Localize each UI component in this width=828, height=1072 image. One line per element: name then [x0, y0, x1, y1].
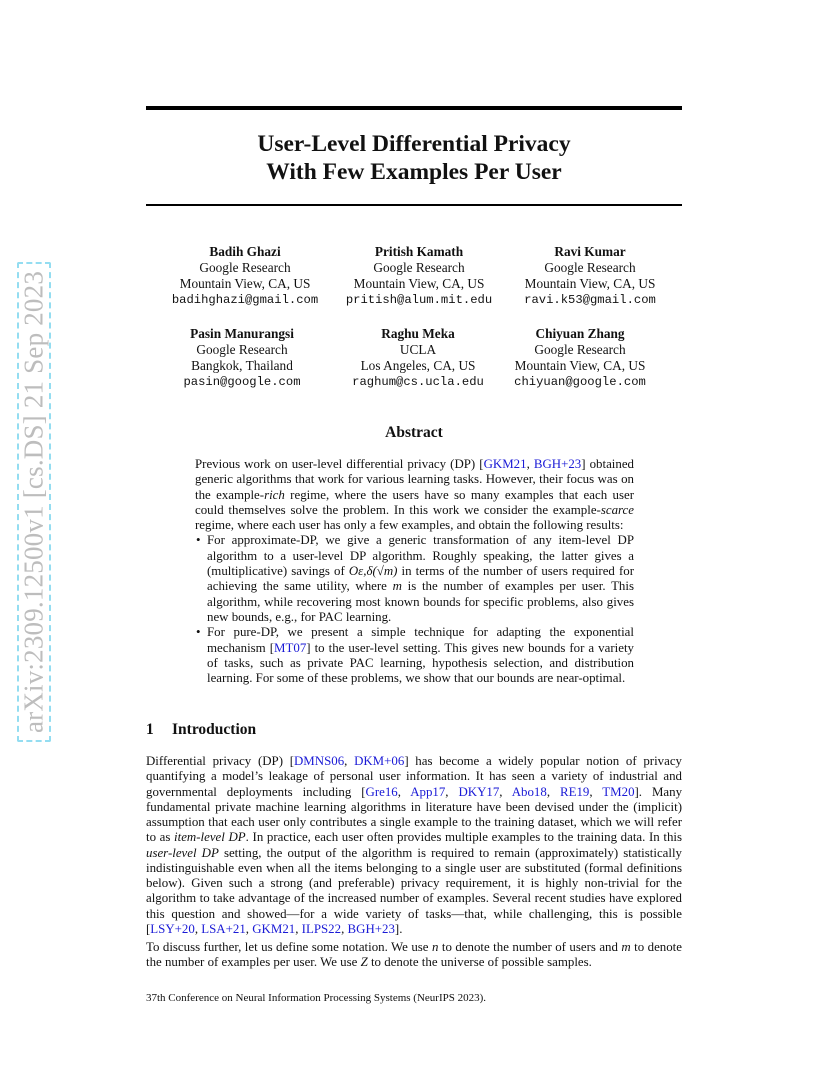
- citation-link[interactable]: DKY17: [458, 784, 500, 799]
- citation-link[interactable]: RE19: [559, 784, 590, 799]
- author-location: Mountain View, CA, US: [514, 358, 646, 373]
- abstract-paragraph: [195, 457, 634, 533]
- list-item: [207, 625, 634, 686]
- author-name: Ravi Kumar: [554, 244, 626, 259]
- emphasis: user-level DP: [146, 845, 219, 860]
- author-location: Mountain View, CA, US: [524, 276, 656, 291]
- text: to denote the number of users and: [438, 940, 622, 954]
- citation-link[interactable]: LSA+21: [201, 921, 246, 936]
- author-name: Pritish Kamath: [374, 244, 464, 259]
- author-affiliation: Google Research: [544, 260, 636, 275]
- author-email[interactable]: raghum@cs.ucla.edu: [352, 375, 484, 389]
- text: is the number of examples per user. This algorithm, while recovering most known bounds for specific problems, also gives new bounds, e.g., for PAC learning.: [207, 579, 634, 624]
- author-email[interactable]: badihghazi@gmail.com: [171, 293, 319, 307]
- citation-link[interactable]: MT07: [274, 640, 307, 655]
- results-list: [195, 533, 634, 686]
- citation-link[interactable]: GKM21: [252, 921, 296, 936]
- arxiv-side-label[interactable]: [17, 262, 51, 742]
- text: regime, where the users have so many examples that each user could themselves solve the problem. In this work we consider the example-: [195, 487, 634, 517]
- citation-link[interactable]: DKM+06: [354, 754, 405, 768]
- math-symbol: Z: [360, 955, 368, 970]
- citation-link[interactable]: Abo18: [511, 784, 547, 799]
- text: ,: [397, 784, 411, 799]
- text: To discuss further, let us define some notation. We use: [146, 940, 432, 954]
- title-line-2: With Few Examples Per User: [266, 159, 562, 185]
- author-location: Bangkok, Thailand: [191, 358, 293, 373]
- author-block: [145, 244, 345, 308]
- list-item: [207, 533, 634, 625]
- intro-paragraph-1: [146, 754, 682, 937]
- text: Previous work on user-level differential privacy (DP) [: [195, 457, 484, 471]
- text: ]. Many fundamental private machine learning algorithms in literature have been devised under the (implicit) assumption that each user only contributes a single example to the training dataset, which we will refer to as: [146, 784, 683, 845]
- text: regime, where each user has only a few examples, and obtain the following results:: [195, 518, 624, 533]
- author-name: Chiyuan Zhang: [535, 326, 625, 341]
- emphasis: item-level DP: [174, 830, 246, 845]
- author-location: Los Angeles, CA, US: [360, 358, 476, 373]
- text: For approximate-DP, we give a generic transformation of any item-level DP algorithm to a user-level DP algorithm. Roughly speaking, the latter gives a (multiplicative) savings of: [207, 533, 634, 579]
- author-affiliation: Google Research: [199, 260, 291, 275]
- text: setting, the output of the algorithm is required to remain (approximately) statistically indistinguishable even when all the items belonging to a single user are substituted (formal definitions below). Given such a strong (and preferable) privacy requirement, it is highly non-trivial for the algorithm to take advantage of the increased number of examples. Several recent studies have explored this question and showed—for a wide variety of tasks—that, while challenging, this is possible [: [146, 845, 682, 936]
- author-name: Pasin Manurangsi: [190, 326, 294, 341]
- text: For pure-DP, we present a simple technique for adapting the exponential mechanism [: [207, 625, 634, 655]
- author-name: Badih Ghazi: [209, 244, 281, 259]
- author-email[interactable]: pritish@alum.mit.edu: [345, 293, 493, 307]
- text: ,: [589, 784, 603, 799]
- text: in terms of the number of users required for achieving the same utility, where: [207, 564, 634, 594]
- section-number: 1: [146, 721, 154, 738]
- author-block: [319, 244, 519, 308]
- text: ,: [499, 784, 512, 799]
- text: ] obtained generic algorithms that work for various learning tasks. However, their focus was on the example-: [195, 457, 634, 502]
- title-line-1: User-Level Differential Privacy: [257, 131, 571, 157]
- text: ,: [526, 457, 534, 471]
- math-symbol: n: [431, 940, 439, 954]
- citation-link[interactable]: BGH+23: [533, 457, 582, 471]
- title-rule: [146, 204, 682, 206]
- top-rule: [146, 106, 682, 110]
- author-location: Mountain View, CA, US: [179, 276, 311, 291]
- author-email[interactable]: pasin@google.com: [183, 375, 301, 389]
- text: ,: [344, 754, 355, 768]
- text: ,: [194, 921, 202, 936]
- text: to denote the number of examples per user. We use: [146, 940, 682, 970]
- text: Differential privacy (DP) [: [146, 754, 294, 768]
- author-email[interactable]: chiyuan@google.com: [514, 375, 646, 389]
- text: ] to the user-level setting. This gives new bounds for a variety of tasks, such as private PAC learning, hypothesis selection, and distribution learning. For some of these problems, we show that our bounds are near-optimal.: [207, 640, 634, 686]
- math-expression: Oε,δ(√m): [348, 564, 398, 579]
- citation-link[interactable]: ILPS22: [301, 921, 342, 936]
- author-affiliation: Google Research: [196, 342, 288, 357]
- text: ,: [341, 921, 348, 936]
- abstract-body: [195, 457, 634, 686]
- text: ,: [245, 921, 253, 936]
- citation-link[interactable]: LSY+20: [150, 921, 195, 936]
- author-affiliation: UCLA: [399, 342, 437, 357]
- emphasis: rich: [264, 487, 285, 502]
- citation-link[interactable]: GKM21: [483, 457, 527, 471]
- author-block: [490, 244, 690, 308]
- citation-link[interactable]: BGH+23: [347, 921, 395, 936]
- text: ,: [546, 784, 560, 799]
- text: ,: [295, 921, 302, 936]
- text: . In practice, each user often provides multiple examples to the training data. In this: [245, 830, 682, 845]
- paper-title: [146, 130, 682, 186]
- citation-link[interactable]: App17: [410, 784, 446, 799]
- author-block: [480, 326, 680, 390]
- author-affiliation: Google Research: [373, 260, 465, 275]
- arxiv-id: arXiv:2309.12500v1 [cs.DS] 21 Sep 2023: [18, 270, 49, 734]
- emphasis: scarce: [600, 502, 634, 517]
- author-block: [142, 326, 342, 390]
- math-symbol: m: [621, 940, 631, 954]
- text: to denote the universe of possible samples.: [367, 955, 592, 970]
- author-name: Raghu Meka: [381, 326, 455, 341]
- citation-link[interactable]: DMNS06: [294, 754, 345, 768]
- intro-paragraph-2: [146, 940, 682, 971]
- section-title: Introduction: [172, 721, 257, 738]
- author-location: Mountain View, CA, US: [353, 276, 485, 291]
- text: ].: [394, 921, 403, 936]
- section-heading: [146, 721, 256, 739]
- text: ,: [445, 784, 459, 799]
- math-symbol: m: [392, 579, 402, 594]
- conference-footnote: 37th Conference on Neural Information Processing Systems (NeurIPS 2023).: [146, 992, 487, 1004]
- author-affiliation: Google Research: [534, 342, 626, 357]
- abstract-heading: Abstract: [385, 424, 443, 441]
- citation-link[interactable]: Gre16: [365, 784, 398, 799]
- author-email[interactable]: ravi.k53@gmail.com: [524, 293, 656, 307]
- citation-link[interactable]: TM20: [602, 784, 635, 799]
- text: ] has become a widely popular notion of privacy quantifying a model’s leakage of personal user information. It has seen a variety of industrial and governmental deployments including [: [146, 754, 682, 799]
